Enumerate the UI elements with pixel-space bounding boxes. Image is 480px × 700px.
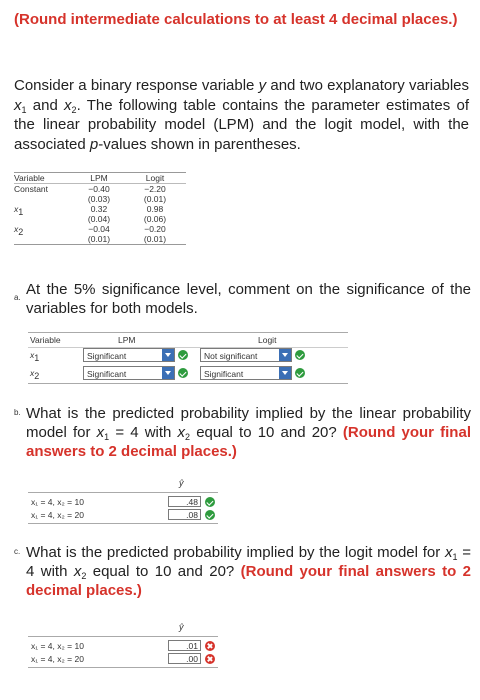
significance-table-header: Variable LPM Logit [28, 332, 348, 348]
lpm-x1-significance-select[interactable]: Significant [83, 348, 175, 362]
question-c-text: What is the predicted probability implied by the logit model for $x_1 = 4$ with $x_2$ equal to 10 and 20? (Round your final answers to 2 decimal places.) [26, 544, 471, 599]
logit-x2-significance-select[interactable]: Significant [200, 366, 292, 380]
correct-check-icon [178, 368, 188, 378]
logit-x2-10-input[interactable]: .01 [168, 640, 201, 651]
question-b-letter: b. [14, 408, 21, 417]
question-a-text: At the 5% significance level, comment on the significance of the variables for both models. [26, 281, 471, 317]
rounding-instruction: (Round intermediate calculations to at least 4 decimal places.) [14, 11, 458, 28]
lpm-x2-20-input[interactable]: .08 [168, 509, 201, 520]
table-row: (0.04) (0.06) [87, 214, 167, 224]
correct-check-icon [295, 350, 305, 360]
dropdown-arrow-icon[interactable] [279, 349, 291, 361]
correct-check-icon [205, 510, 215, 520]
table-row: (0.03) (0.01) [87, 194, 167, 204]
lpm-prediction-table [28, 478, 218, 526]
row-label: x₁ = 4, x₂ = 20 [31, 510, 84, 520]
dropdown-arrow-icon[interactable] [162, 367, 174, 379]
incorrect-x-icon [205, 641, 215, 651]
table-row: Constant −0.40 −2.20 [14, 184, 166, 194]
incorrect-x-icon [205, 654, 215, 664]
logit-prediction-table [28, 622, 218, 670]
correct-check-icon [205, 497, 215, 507]
parameter-estimates-table [14, 172, 186, 245]
yhat-header: ŷ [179, 478, 184, 488]
correct-check-icon [295, 368, 305, 378]
dropdown-arrow-icon[interactable] [162, 349, 174, 361]
col-header-logit: Logit [124, 173, 186, 184]
lpm-x2-10-input[interactable]: .48 [168, 496, 201, 507]
logit-x2-20-input[interactable]: .00 [168, 653, 201, 664]
col-header-lpm: LPM [74, 173, 124, 184]
problem-statement: Consider a binary response variable y and two explanatory variables $x_1$ and $x_2$. The following table contains the parameter estimates of the linear probability model (LPM) and the logit model, with the associated p-values shown in parentheses. [14, 77, 469, 153]
yhat-header: ŷ [179, 622, 184, 632]
question-a-letter: a. [14, 293, 21, 302]
table-row: (0.01) (0.01) [14, 234, 186, 245]
question-c-letter: c. [14, 547, 21, 556]
lpm-x2-significance-select[interactable]: Significant [83, 366, 175, 380]
table-row: $x_2$ −0.04 −0.20 [14, 224, 166, 237]
row-label: x₁ = 4, x₂ = 20 [31, 654, 84, 664]
table-row: $x_1$ Significant Not significant [28, 347, 348, 365]
col-header-variable: Variable [14, 173, 74, 184]
question-b-text: What is the predicted probability implied by the linear probability model for $x_1 = 4$ with $x_2$ equal to 10 and 20? (Round your final answers to 2 decimal places.) [26, 405, 471, 460]
table-row: $x_2$ Significant Significant [28, 365, 348, 384]
row-label: x₁ = 4, x₂ = 10 [31, 641, 84, 651]
row-label: x₁ = 4, x₂ = 10 [31, 497, 84, 507]
dropdown-arrow-icon[interactable] [279, 367, 291, 379]
correct-check-icon [178, 350, 188, 360]
logit-x1-significance-select[interactable]: Not significant [200, 348, 292, 362]
table-row: $x_1$ 0.32 0.98 [14, 204, 164, 217]
